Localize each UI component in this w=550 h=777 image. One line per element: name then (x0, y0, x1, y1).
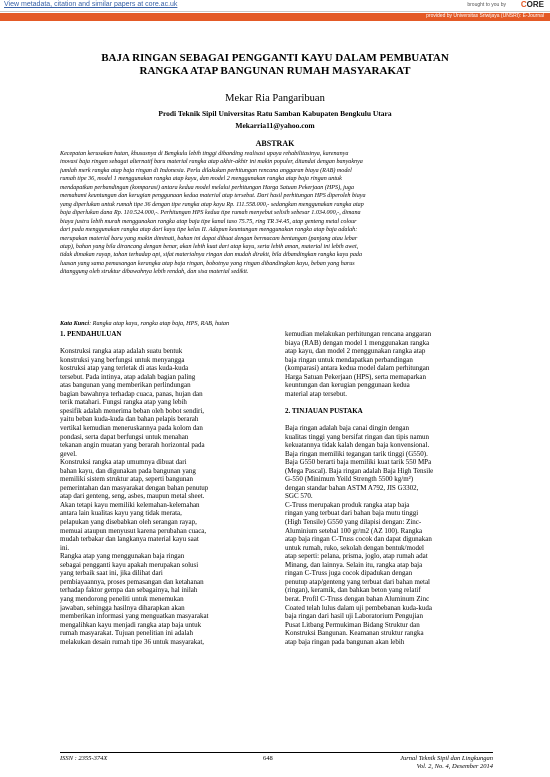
abstract-line: yang diperlukan untuk rumah tipe 36 dengan tipe rangka atap kayu Rp. 111.558.000,- sedangkan menggunakan rangka atap (60, 201, 364, 208)
text-line: yang mendorong peneliti untuk menemukan (60, 594, 184, 603)
abstract-line: baja diperlukan dana Rp. 110.524.000,-. Perhitungan HPS kedua tipe rumah menyebut selisih sebesar 1.034.000,-, dimana (60, 210, 361, 217)
keywords-label: Kata Kunci (60, 320, 90, 327)
text-line: kemudian melakukan perhitungan rencana anggaran (285, 330, 432, 338)
text-line: yang terbaik saat ini, jika dilihat dari (60, 569, 163, 578)
abstract-line: tidak dimakan rayap, tahan terhadap api, sifat materialnya ringan dan mudah dirakit, bila dibandingkan rangka kayu pada (60, 252, 363, 259)
section-heading: 2. TINJAUAN PUSTAKA (285, 406, 363, 415)
text-line: Baja ringan memiliki tegangan tarik tinggi (G550). (285, 449, 428, 458)
footer-divider (60, 752, 493, 753)
abstract-line: dari pada menggunakan rangka atap dari kayu tipe kelas II. Adapun keuntungan menggunakan rangka atap baja adalah: (60, 227, 358, 234)
text-line: konstruksi yang berfungsi untuk menyangga (60, 355, 185, 364)
text-line: (Mega Pascal). Baja ringan adalah Baja High Tensile (285, 466, 434, 475)
text-line: C-Truss merupakan produk rangka atap baja (285, 500, 410, 509)
author-affiliation: Prodi Teknik Sipil Universitas Ratu Samban Kabupaten Bengkulu Utara (158, 109, 392, 118)
text-line: Minang, dan lainnya. Selain itu, rangka atap baja (285, 560, 423, 569)
text-line: material atap tersebut. (285, 389, 347, 398)
text-line: tersebut. Pada intinya, atap adalah bagian paling (60, 372, 196, 381)
text-line: Konstruksi Bangunan. Keamanan struktur rangka (285, 629, 424, 638)
abstract-body (60, 150, 490, 277)
text-line: baja ringan dari hasil uji Laboratorium Pengujian (285, 612, 424, 621)
text-line: vertikal kemudian meneruskannya pada kolom dan (60, 424, 203, 433)
text-line: terik matahari. Fungsi rangka atap yang lebih (60, 398, 187, 407)
text-line: pelapukan yang disebabkan oleh serangan rayap, (60, 518, 197, 527)
author-email: Mekarria11@yahoo.com (235, 121, 315, 130)
text-line: memuai ataupun menyusut karena perubahan cuaca, (60, 526, 207, 535)
text-line: ringan yang terbuat dari bahan baja mutu tinggi (285, 509, 419, 518)
text-line: dengan standar bahan ASTM A792, JIS G3302, (285, 483, 419, 492)
text-line: pemerintahan dan masyarakat dengan bahan penutup (60, 483, 209, 492)
text-line: Akan tetapi kayu memiliki kelemahan-kelemahan (60, 500, 200, 509)
abstract-line: atap), bahan yang bila dirancang dengan benar, akan lebih kuat dari atap kayu, serta lebih aman, material ini lebih awet, (60, 243, 359, 250)
text-line: atap baja ringan pada bangunan akan lebih (285, 637, 405, 646)
text-line: terhadap faktor gempa dan sebagainya, hal inilah (60, 586, 198, 595)
abstract-heading: ABSTRAK (255, 139, 295, 148)
text-line: SGC 570. (285, 492, 313, 501)
text-line: bagian bawahnya terhadap cuaca, panas, hujan dan (60, 389, 203, 398)
section-heading: 1. PENDAHULUAN (60, 330, 122, 338)
text-line: pembiayaannya, proses pemasangan dan ketahanan (60, 577, 204, 586)
abstract-line: merupakan material baru yang makin diminati, bahan ini dapat dibuat dengan bermacam bentangan (panjang atau lebar (60, 235, 358, 242)
text-line: melakukan desain rumah tipe 36 untuk masyarakat, (60, 637, 205, 646)
text-line: antara lain kualitas kayu yang tidak merata, (60, 509, 182, 518)
text-line: kekuatannya tidak kalah dengan baja konvensional. (285, 441, 430, 450)
text-line: Harga Satuan Pekerjaan (HPS), serta memaparkan (285, 372, 426, 381)
text-line: spesifik adalah menerima beban oleh bobot sendiri, (60, 406, 205, 415)
text-line: (komparasi) antara kedua model dalam perhitungan (285, 364, 430, 373)
provider-label[interactable]: provided by Universitas Sriwijaya (UNSRI): E-Journal (426, 13, 544, 19)
journal-volume: Vol. 2, No. 4, Desember 2014 (416, 763, 493, 770)
text-line: G-550 (Minimum Yeild Strength 5500 kg/m²) (285, 475, 414, 484)
text-line: gevel. (60, 449, 77, 458)
text-line: pondasi, serta dapat berfungsi untuk menahan (60, 432, 189, 441)
text-line: memiliki sistem struktur atap, seperti bangunan (60, 475, 193, 484)
text-line: atap baja ringan C-Truss cocok dan dapat digunakan (285, 535, 432, 544)
abstract-line: memahami keuntungan dan kerugian penggunaan kedua material atap tersebut. Dari hasil perhitungan HPS diperoleh biaya (60, 193, 366, 200)
text-line: biaya (RAB) dengan model 1 menggunakan rangka (285, 338, 430, 347)
paragraph-gap (60, 339, 268, 348)
text-line: kualitas tinggi yang bersifat ringan dan tipis namun (285, 432, 430, 441)
keywords-text: : Rangka atap kayu, rangka atap baja, HPS, RAB, hutan (89, 320, 230, 327)
provider-bar (0, 13, 550, 21)
text-line: atap seperti: pelana, prisma, joglo, atap rumah adat (285, 552, 428, 561)
text-line: atas bangunan yang memberikan perlindungan (60, 381, 191, 390)
footer-journal (400, 755, 493, 771)
abstract-line: jumlah merk rangka atap baja ringan di Indonesia. Perlu dilakukan perhitungan rencana anggaran biaya (RAB) model (60, 167, 352, 174)
text-line: mengalihkan kayu menjadi rangka atap baja untuk (60, 620, 202, 629)
text-line: Konstruksi rangka atap adalah suatu bentuk (60, 347, 183, 356)
left-column (60, 330, 268, 646)
text-line: Aluminium setebal 100 gr/m2 (AZ 100). Rangka (285, 526, 423, 535)
abstract-line: mendapatkan perbandingan (komparasi) antara kedua model melalui perhitungan Harga Satuan Pekerjaan (HPS), juga (60, 184, 354, 191)
text-line: bahan kayu, dan digunakan pada bangunan yang (60, 466, 196, 475)
text-line: Baja G550 berarti baja memiliki kuat tarik 550 MPa (285, 458, 432, 467)
abstract-line: biaya justru lebih murah menggunakan rangka atap baja tipe kanal taso 75.75, ring TR 34.45, atap genteng metal colour (60, 218, 357, 225)
text-line: keuntungan dan kerugian penggunaan kedua (285, 381, 410, 390)
paper-title-line-1: BAJA RINGAN SEBAGAI PENGGANTI KAYU DALAM PEMBUATAN (101, 52, 449, 64)
footer-issn: ISSN : 2355-374X (60, 755, 108, 762)
text-line: (ringan), keramik, dan bahkan beton yang relatif (285, 586, 421, 595)
text-line: mudah terbakar dan langkanya material kayu saat (60, 535, 199, 544)
abstract-line: luasan yang sama pemasangan kerangka atap baja ringan, bobotnya yang ringan dibandingkan kayu, beban yang harus (60, 260, 355, 267)
text-line: sebagai pengganti kayu apakah merupakan solusi (60, 560, 199, 569)
text-line: yaitu beban kuda-kuda dan bahan pelapis berarah (60, 415, 199, 424)
paragraph-gap (285, 415, 493, 424)
text-line: Konstruksi rangka atap umumnya dibuat dari (60, 458, 187, 467)
abstract-line: rumah tipe 36, model 1 menggunakan rangka atap kayu, dan model 2 menggunakan rangka atap baja ringan untuk (60, 176, 342, 183)
right-column (285, 330, 493, 646)
text-line: Rangka atap yang menggunakan baja ringan (60, 552, 185, 561)
text-line: rumah masyarakat. Tujuan penelitian ini adalah (60, 629, 193, 638)
text-line: jawaban, sehingga hasilnya diharapkan akan (60, 603, 185, 612)
text-line: Baja ringan adalah baja canai dingin dengan (285, 424, 410, 433)
text-line: ringan C-Truss juga cocok dipadukan dengan (285, 569, 413, 578)
text-line: Coated telah lulus dalam uji pembebanan kuda-kuda (285, 603, 432, 612)
core-header-bar (0, 0, 550, 12)
text-line: berat. Profil C-Truss dengan bahan Aluminum Zinc (285, 594, 430, 603)
abstract-line: Kecepatan kerusakan hutan, khususnya di Bengkulu lebih tinggi dibanding realisasi upaya rehabilitasinya, karenanya (60, 151, 349, 157)
text-line: tekanan angin muatan yang berarah horizontal pada (60, 441, 205, 450)
text-line: atap dari genteng, seng, asbes, maupun metal sheet. (60, 492, 205, 501)
text-line: baja ringan untuk mendapatkan perbandingan (285, 355, 413, 364)
text-line: (High Tensile) G550 yang dilapisi dengan: Zinc- (285, 518, 422, 527)
author-name: Mekar Ria Pangaribuan (225, 93, 325, 104)
brought-to-you-label: brought to you by (467, 2, 506, 8)
paper-title-line-2: RANGKA ATAP BANGUNAN RUMAH MASYARAKAT (139, 65, 411, 77)
core-logo[interactable]: CORE (520, 0, 544, 9)
journal-name: Jurnal Teknik Sipil dan Lingkungan (400, 755, 493, 762)
text-line: kostruksi atap yang terletak di atas kuda-kuda (60, 364, 189, 373)
text-line: memberikan informasi yang menguatkan masyarakat (60, 612, 209, 621)
text-line: atap kayu, dan model 2 menggunakan rangka atap (285, 347, 426, 356)
abstract-line: inovasi baja ringan sebagai alternatif baru material rangka atap akhir-akhir ini makin populer, ditandai dengan banyaknya (60, 159, 363, 166)
paragraph-gap (285, 398, 493, 407)
metadata-link[interactable]: View metadata, citation and similar papers at core.ac.uk (4, 1, 178, 8)
keywords (60, 320, 490, 327)
text-line: Pusat Litbang Permukiman Bidang Struktur dan (285, 620, 420, 629)
text-line: untuk rumah, ruko, sekolah dengan bentuk/model (285, 543, 424, 552)
text-line: penutup atap/genteng yang terbuat dari bahan metal (285, 577, 431, 586)
page-number: 648 (263, 755, 273, 762)
text-line: ini. (60, 543, 70, 552)
abstract-line: ditanggung oleh struktur dibawahnya lebih rendah, dan sisa material sedikit. (60, 269, 249, 276)
